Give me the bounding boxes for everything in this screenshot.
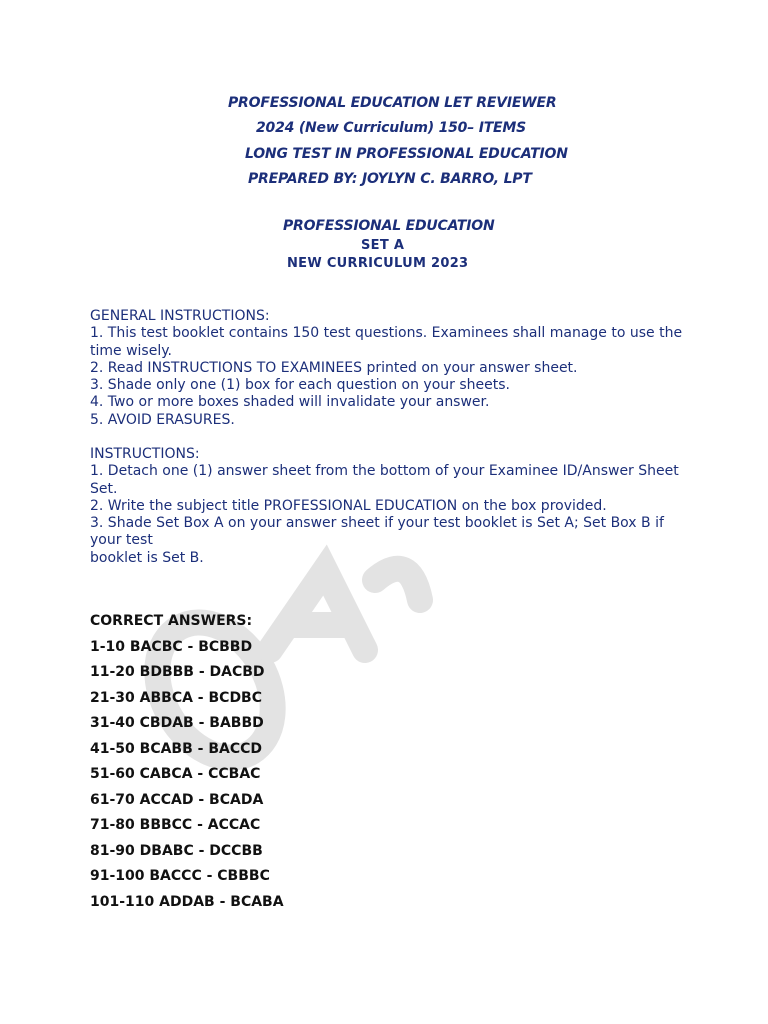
header-line-1: PROFESSIONAL EDUCATION LET REVIEWER <box>228 95 557 111</box>
set-label: SET A <box>361 238 405 253</box>
instruction-item: 2. Write the subject title PROFESSIONAL EDUCATION on the box provided. <box>90 497 607 514</box>
header-line-4: PREPARED BY: JOYLYN C. BARRO, LPT <box>248 171 532 187</box>
correct-answers <box>90 611 284 917</box>
general-instruction-item: 2. Read INSTRUCTIONS TO EXAMINEES printed on your answer sheet. <box>90 359 578 376</box>
answer-row: 61-70 ACCAD - BCADA <box>90 791 264 808</box>
instruction-item: 1. Detach one (1) answer sheet from the bottom of your Examinee ID/Answer Sheet Set. <box>90 463 684 497</box>
instructions-heading: INSTRUCTIONS: <box>90 446 200 462</box>
general-instructions-heading: GENERAL INSTRUCTIONS: <box>90 308 270 324</box>
answer-row: 31-40 CBDAB - BABBD <box>90 715 264 731</box>
general-instruction-item: 3. Shade only one (1) box for each question on your sheets. <box>90 377 510 394</box>
header-line-2: 2024 (New Curriculum) 150– ITEMS <box>256 120 527 136</box>
answer-row: 21-30 ABBCA - BCDBC <box>90 689 263 706</box>
curriculum-label: NEW CURRICULUM 2023 <box>287 256 469 271</box>
answer-row: 71-80 BBBCC - ACCAC <box>90 817 261 833</box>
answer-row: 11-20 BDBBB - DACBD <box>90 664 265 680</box>
answer-row: 101-110 ADDAB - BCABA <box>90 893 284 910</box>
answer-row: 91-100 BACCC - CBBBC <box>90 868 270 884</box>
answer-row: 81-90 DBABC - DCCBB <box>90 842 263 859</box>
general-instruction-item: 1. This test booklet contains 150 test questions. Examinees shall manage to use the time wisely. <box>90 325 687 359</box>
answer-row: 41-50 BCABB - BACCD <box>90 740 263 757</box>
subject-title: PROFESSIONAL EDUCATION <box>283 218 495 234</box>
general-instruction-item: 5. AVOID ERASURES. <box>90 411 235 428</box>
general-instructions <box>90 308 690 429</box>
answer-row: 1-10 BACBC - BCBBD <box>90 638 253 655</box>
general-instruction-item: 4. Two or more boxes shaded will invalidate your answer. <box>90 394 490 411</box>
answer-row: 51-60 CABCA - CCBAC <box>90 766 261 782</box>
instructions <box>90 446 690 567</box>
instruction-item: 3. Shade Set Box A on your answer sheet if your test booklet is Set A; Set Box B if your test <box>90 515 669 549</box>
instruction-item: booklet is Set B. <box>90 549 204 566</box>
answers-heading: CORRECT ANSWERS: <box>90 613 253 629</box>
header-line-3: LONG TEST IN PROFESSIONAL EDUCATION <box>245 146 568 162</box>
